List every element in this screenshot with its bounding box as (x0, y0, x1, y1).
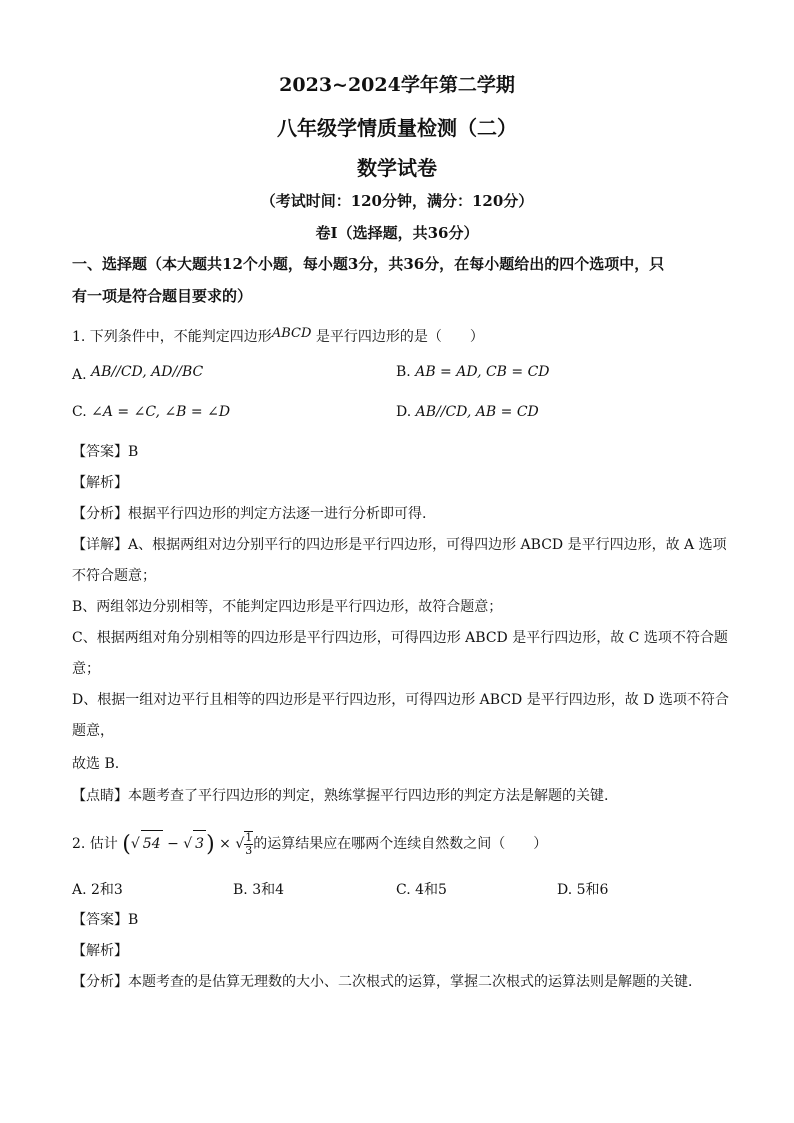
q2-analysis-tag: 【解析】 (72, 943, 128, 959)
q2-analysis: 【分析】本题考查的是估算无理数的大小、二次根式的运算，掌握二次根式的运算法则是解题的关键． (72, 974, 702, 990)
volume-title: 卷Ⅰ（选择题，共36分） (315, 224, 479, 242)
q2-answer: 【答案】B (72, 912, 139, 928)
sqrt-fraction (244, 831, 253, 857)
question-1-suffix: 是平行四边形的是（ ） (315, 329, 484, 345)
q1-comment: 【点睛】本题考查了平行四边形的判定，熟练掌握平行四边形的判定方法是解题的关键. (72, 788, 609, 804)
q1-option-c (72, 404, 230, 420)
q1-detail-line5: 意； (72, 661, 100, 677)
q2-option-d: D. 5和6 (557, 882, 609, 898)
q1-detail-line8: 故选 B. (72, 756, 120, 772)
q1-answer: 【答案】B (72, 444, 139, 460)
question-1-prefix: 1. 下列条件中，不能判定四边形 (72, 329, 272, 345)
q1-detail-line2: 不符合题意； (72, 568, 156, 584)
q1-detail-line1: 【详解】A、根据两组对边分别平行的四边形是平行四边形，可得四边形 ABCD 是平行四边形，故 A 选项 (72, 537, 727, 553)
q1-option-d-text: AB//CD, AB = CD (415, 404, 539, 420)
q1-option-a (72, 364, 203, 383)
subject-title: 数学试卷 (357, 156, 437, 180)
q1-detail-line3: B、两组邻边分别相等，不能判定四边形是平行四边形，故符合题意； (72, 599, 503, 615)
sqrt-icon-2: √ (183, 836, 193, 852)
section-heading-line1: 一、选择题（本大题共12个小题，每小题3分，共36分，在每小题给出的四个选项中，只 (72, 255, 665, 273)
question-1-variable: ABCD (271, 326, 312, 341)
q1-option-d-label: D. (396, 404, 412, 420)
question-2-suffix: 的运算结果应在哪两个连续自然数之间（ ） (253, 836, 548, 852)
minus-sign: − (167, 836, 179, 852)
sqrt-radicand-1: 54 (141, 830, 163, 857)
sqrt-icon-3: √ (235, 836, 245, 852)
sqrt-radicand-2: 3 (193, 830, 206, 857)
q2-option-c: C. 4和5 (396, 882, 447, 898)
q1-option-c-text: ∠A = ∠C, ∠B = ∠D (91, 404, 231, 420)
times-sign: × (219, 836, 231, 852)
fraction-numerator: 1 (245, 831, 253, 844)
question-2-prefix: 2. 估计 (72, 836, 118, 852)
q1-option-b (396, 364, 550, 380)
q1-option-b-text: AB = AD, CB = CD (415, 364, 550, 380)
exam-info: （考试时间：120分钟，满分：120分） (260, 192, 534, 210)
q1-analysis: 【分析】根据平行四边形的判定方法逐一进行分析即可得. (72, 506, 427, 522)
q1-detail-line7: 题意， (72, 723, 114, 739)
q1-option-d (396, 404, 539, 420)
q1-option-c-label: C. (72, 404, 87, 420)
right-paren: ) (206, 832, 215, 857)
q1-option-b-label: B. (396, 364, 411, 380)
school-year-title: 2023~2024学年第二学期 (279, 74, 515, 96)
question-2-stem (72, 830, 732, 858)
q2-option-b: B. 3和4 (233, 882, 285, 898)
section-heading-line2: 有一项是符合题目要求的） (72, 287, 253, 305)
q1-option-a-text: AB//CD, AD//BC (91, 364, 204, 380)
q1-analysis-tag: 【解析】 (72, 475, 128, 491)
question-1-stem (72, 324, 732, 347)
q1-option-a-label: A. (72, 367, 87, 383)
sqrt-icon-1: √ (130, 836, 140, 852)
exam-title: 八年级学情质量检测（二） (277, 116, 517, 140)
fraction-denominator: 3 (245, 844, 253, 857)
left-paren: ( (122, 832, 131, 857)
q1-detail-line4: C、根据两组对角分别相等的四边形是平行四边形，可得四边形 ABCD 是平行四边形，故 C 选项不符合题 (72, 630, 728, 646)
q2-option-a: A. 2和3 (72, 882, 123, 898)
q1-detail-line6: D、根据一组对边平行且相等的四边形是平行四边形，可得四边形 ABCD 是平行四边形，故 D 选项不符合 (72, 692, 729, 708)
